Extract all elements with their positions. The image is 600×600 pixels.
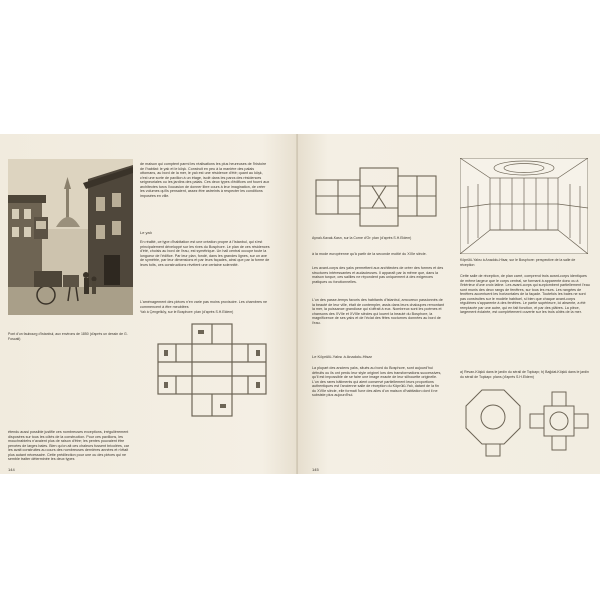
right-paragraph-5: Cette salle de réception, de plan carré, comprend trois avant-corps identiques de même largeur que le corps central, se formant à apparente donc ou à l'intérieur d'une croix latine. Les avant-corps qui surplombent partiellement l'eau sont munis des deux rangs de fenêtres, sur tous les murs. Les rangées de fenêtres accentuent les horizontales de la façade. Toutefois les baies ne sont pas construites sur le modèle habituel, si bien que chaque avant-corps régulières s'apparente à des fenêtres. Le partie supérieure, ici absente, a été remplacée par une autre, qui en fait fonction, et par des plâtres. La pièce, largement éclairée, est complètement ouverte sur les trois côtés de la mer. [460, 274, 590, 314]
yali-floor-plan [156, 322, 268, 418]
right-paragraph-4: La plupart des anciens yalıs, situés au bord du Bosphore, sont aujourd'hui détruits ou ils ont perdu leur style originel lors des transformations successives, qu'il est impossible de se faire une image exacte de leur silhouette originelle. L'un des rares bâtiments qui aient conservé partiellement leurs proportions authentiques est l'ancienne salle de réception du Köprülü-Yalı, datant de la fin du XVIIe siècle, elle formait l'une des ailes d'un maison d'habitation dont il ne subsiste plus aujourd'hui. [312, 366, 442, 397]
left-page [0, 134, 298, 474]
left-paragraph-3: L'aménagement des pièces n'en varie pas moins provisoire. Les chambres ne commencent à être meublées [140, 300, 268, 309]
kosk-floor-plans [460, 386, 592, 462]
left-paragraph-1: de maison qui comptent parmi les réalisations les plus heureuses de l'histoire de l'habitat: le yalı et le köşk. Construit en peu à la manière des palais ottomans, au bord de la mer, le yalı est une résidence d'été; quant au köşk, c'est une sorte de pavillon à un étage, isolé dans les parcs des résidences seigneuriales ou les jardins des palais. Ces deux types d'édifices ont fourni aux architectes turcs l'occasion de donner libre cours à leur imagination, de créer les volumes qu'ils pensaient, assez être astreints à respecter les conditions imposées en ville. [140, 162, 270, 198]
right-paragraph-2: Les avant-corps des yalıs permettent aux architectes de créer des formes et des structures intéressantes et audacieuses. Il apparaît par la même que, dans la maison turque, ces saillies ne répondent pas uniquement à des exigences pratiques ou fonctionnelles. [312, 266, 444, 284]
photo-caption: Pont d'un faubourg d'Istanbul, aux environs de 1850 (d'après un dessin de G. Foscati) [8, 332, 128, 341]
yali-plan-caption: Yalı à Çengelköy, sur le Bosphore: plan (d'après S.H.Eldem) [140, 310, 234, 314]
page-number-left: 144 [8, 467, 15, 472]
section-heading-koprulu: Le Köprülü-Yalısı à Anadolu-Hisar [312, 354, 372, 359]
right-paragraph-1: à la mode européenne qu'à partir de la seconde moitié du XIXe siècle. [312, 252, 427, 256]
engraving-illustration [8, 159, 133, 315]
page-number-right: 145 [312, 467, 319, 472]
perspective-caption: Köprülü-Yalısı à Anadolu-Hisar, sur le Bosphore: perspective de la salle de réception [460, 258, 576, 267]
right-page [298, 134, 600, 474]
right-paragraph-3: L'un des passe-temps favoris des habitants d'Istanbul, amoureux passionnés de la beauté de leur ville, était de contempler, assis dans leurs chaloupes remontant la mer, la puissance grandiose qui s'offrait à eux. Nombreux sont les poèmes et chansons des XVIIe et XVIIIe siècles qui louent la beauté du Bosphore, la magnificence de ses yalıs et de l'éclat des fêtes nocturnes données au bord de l'eau. [312, 298, 444, 325]
kosk-plans-caption: a) Revan-Köşkü dans le jardin du sérail de Topkapı; b) Bağdat-Köşkü dans le jardin du sérail de Topkapı: plans (d'après S.H.Eldem) [460, 370, 589, 379]
left-paragraph-2: En réalité, ce type d'habitation est une création propre à l'Istanbul, qui s'est principalement développé sur les rives du Bosphore. Le plan de ces résidences d'été, choisis au bord de l'eau, est symétrique. Un hall central occupe toute la longueur de l'édifice. Par leur plan, fondé, dans les grandes lignes, sur un axe de symétrie, par leur dimensions et par leurs façades, ainsi que par la forme de leurs toits, ces constructions révèlent une certaine solennité. [140, 240, 270, 267]
left-paragraph-4: étendu aussi possible justifie ces nombreuses exceptions, irrégulièrement disposées sur tous les côtés de la construction. Pour ces pavillons, les mouchrabiehs n'avaient plus de raison d'être; les pentes pouvaient être percées de larges baies. Bien qu'on ait ces chaleurs fussent bricolées, car les avait construites au cours des nombreuses dernières années et n'était plus autant nécessaire. Cette prédilection pour une ou des pièces qui ne semble traiter déterminée les deux types [8, 430, 130, 461]
book-spread [0, 134, 600, 474]
aynali-kavak-caption: Aynalı-Kavak-Kasrı, sur la Corne d'Or: plan (d'après S.H.Eldem) [312, 236, 412, 240]
reception-hall-perspective [460, 158, 588, 254]
section-heading-yali: Le yalı [140, 230, 152, 235]
aynali-kavak-plan [312, 162, 440, 232]
